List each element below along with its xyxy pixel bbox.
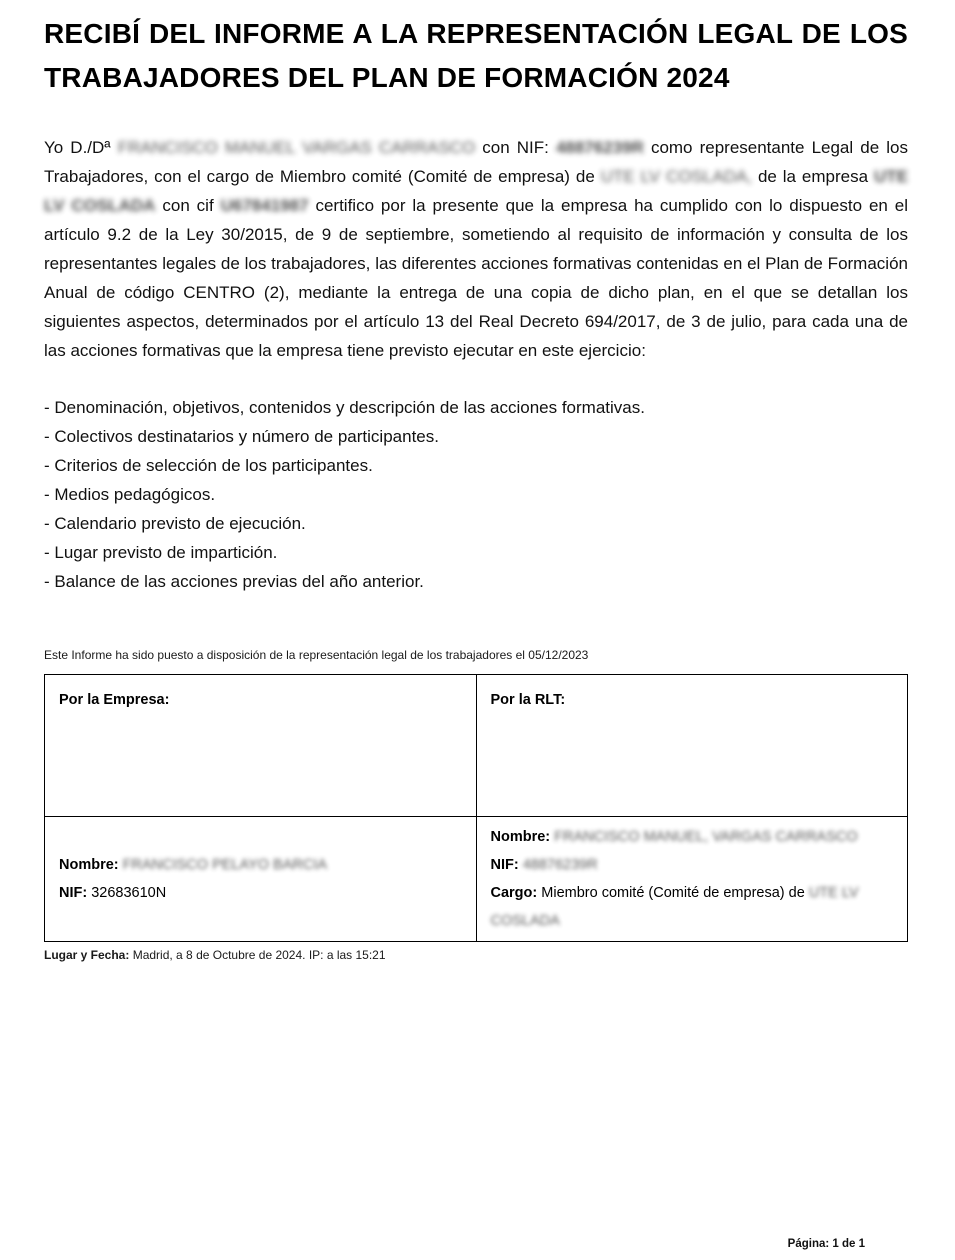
page-number: Página: 1 de 1 (787, 1238, 865, 1250)
header-label-rlt: Por la RLT: (490, 692, 566, 708)
redacted-empresa-nombre: FRANCISCO PELAYO BARCIA (122, 857, 328, 873)
rlt-cargo-value: Miembro comité (Comité de empresa) de (541, 885, 805, 901)
header-cell-empresa (45, 675, 477, 817)
intro-text-como: como representante Legal de los Trabajadores, con el cargo de Miembro comité (Comité de empresa) de (44, 138, 908, 186)
list-item-medios: - Medios pedagógicos. (44, 485, 216, 504)
rlt-signer-cell (476, 817, 908, 942)
availability-note: Este Informe ha sido puesto a disposición de la representación legal de los trabajadores el 05/12/2023 (44, 648, 589, 662)
empresa-nombre-label: Nombre: (59, 857, 119, 873)
redacted-rlt-nombre: FRANCISCO MANUEL, VARGAS CARRASCO (554, 829, 858, 845)
empresa-nif-label: NIF: (59, 885, 88, 901)
lugar-fecha-line (44, 947, 908, 963)
intro-text-con-cif: con cif (162, 196, 214, 215)
redacted-representative-name: FRANCISCO MANUEL VARGAS CARRASCO (117, 138, 476, 157)
rlt-nombre-label: Nombre: (490, 829, 551, 845)
rlt-cargo-line (491, 879, 894, 935)
page-title: RECIBÍ DEL INFORME A LA REPRESENTACIÓN LEGAL DE LOS TRABAJADORES DEL PLAN DE FORMACIÓN 2024 (44, 18, 908, 93)
header-label-empresa: Por la Empresa: (59, 692, 170, 708)
list-item-lugar: - Lugar previsto de impartición. (44, 543, 278, 562)
redacted-representative-nif: 48876239R (555, 138, 644, 157)
rlt-nif-line (491, 851, 894, 879)
empresa-signer-cell (45, 817, 477, 942)
list-item-balance: - Balance de las acciones previas del año anterior. (44, 572, 424, 591)
redacted-rlt-nif: 48876239R (522, 857, 598, 873)
list-item-criterios: - Criterios de selección de los participantes. (44, 456, 373, 475)
header-cell-rlt (476, 675, 908, 817)
requirements-list (44, 393, 908, 596)
intro-text-body: certifico por la presente que la empresa ha cumplido con lo dispuesto en el artículo 9.2 de la Ley 30/2015, de 9 de septiembre, sometiendo al requisito de información y consulta de los representantes legales de los trabajadores, las diferentes acciones formativas contenidas en el Plan de Formación Anual de código CENTRO (2), mediante la entrega de una copia de dicho plan, en el que se detallan los siguientes aspectos, determinados por el artículo 13 del Real Decreto 694/2017, de 3 de julio, para cada una de las acciones formativas que la empresa tiene previsto ejecutar en este ejercicio: (44, 196, 909, 360)
redacted-rlt-cargo-entity: UTE LV COSLADA (490, 885, 859, 929)
intro-paragraph (44, 133, 908, 365)
empresa-nif-line (59, 879, 462, 907)
signature-table-body-row (45, 817, 908, 942)
lugar-fecha-label: Lugar y Fecha: (44, 948, 130, 962)
empresa-nombre-line (59, 851, 462, 879)
redacted-company-cif: U67841987 (220, 196, 309, 215)
list-item-colectivos: - Colectivos destinatarios y número de participantes. (44, 427, 439, 446)
redacted-centro-name: UTE LV COSLADA, (600, 167, 753, 186)
list-item-calendario: - Calendario previsto de ejecución. (44, 514, 306, 533)
intro-text-yo: Yo D./Dª (44, 138, 111, 157)
lugar-fecha-value: Madrid, a 8 de Octubre de 2024. IP: a las 15:21 (132, 948, 386, 962)
intro-text-con-nif: con NIF: (482, 138, 549, 157)
intro-text-de-la-empresa: de la empresa (757, 167, 869, 186)
rlt-cargo-label: Cargo: (490, 885, 538, 901)
redacted-company-name: UTE LV COSLADA (44, 167, 908, 215)
rlt-nif-label: NIF: (490, 857, 519, 873)
rlt-nombre-line (491, 823, 894, 851)
signature-table (44, 674, 908, 942)
list-item-denominacion: - Denominación, objetivos, contenidos y descripción de las acciones formativas. (44, 398, 645, 417)
empresa-nif-value: 32683610N (91, 885, 167, 901)
signature-table-header-row (45, 675, 908, 817)
